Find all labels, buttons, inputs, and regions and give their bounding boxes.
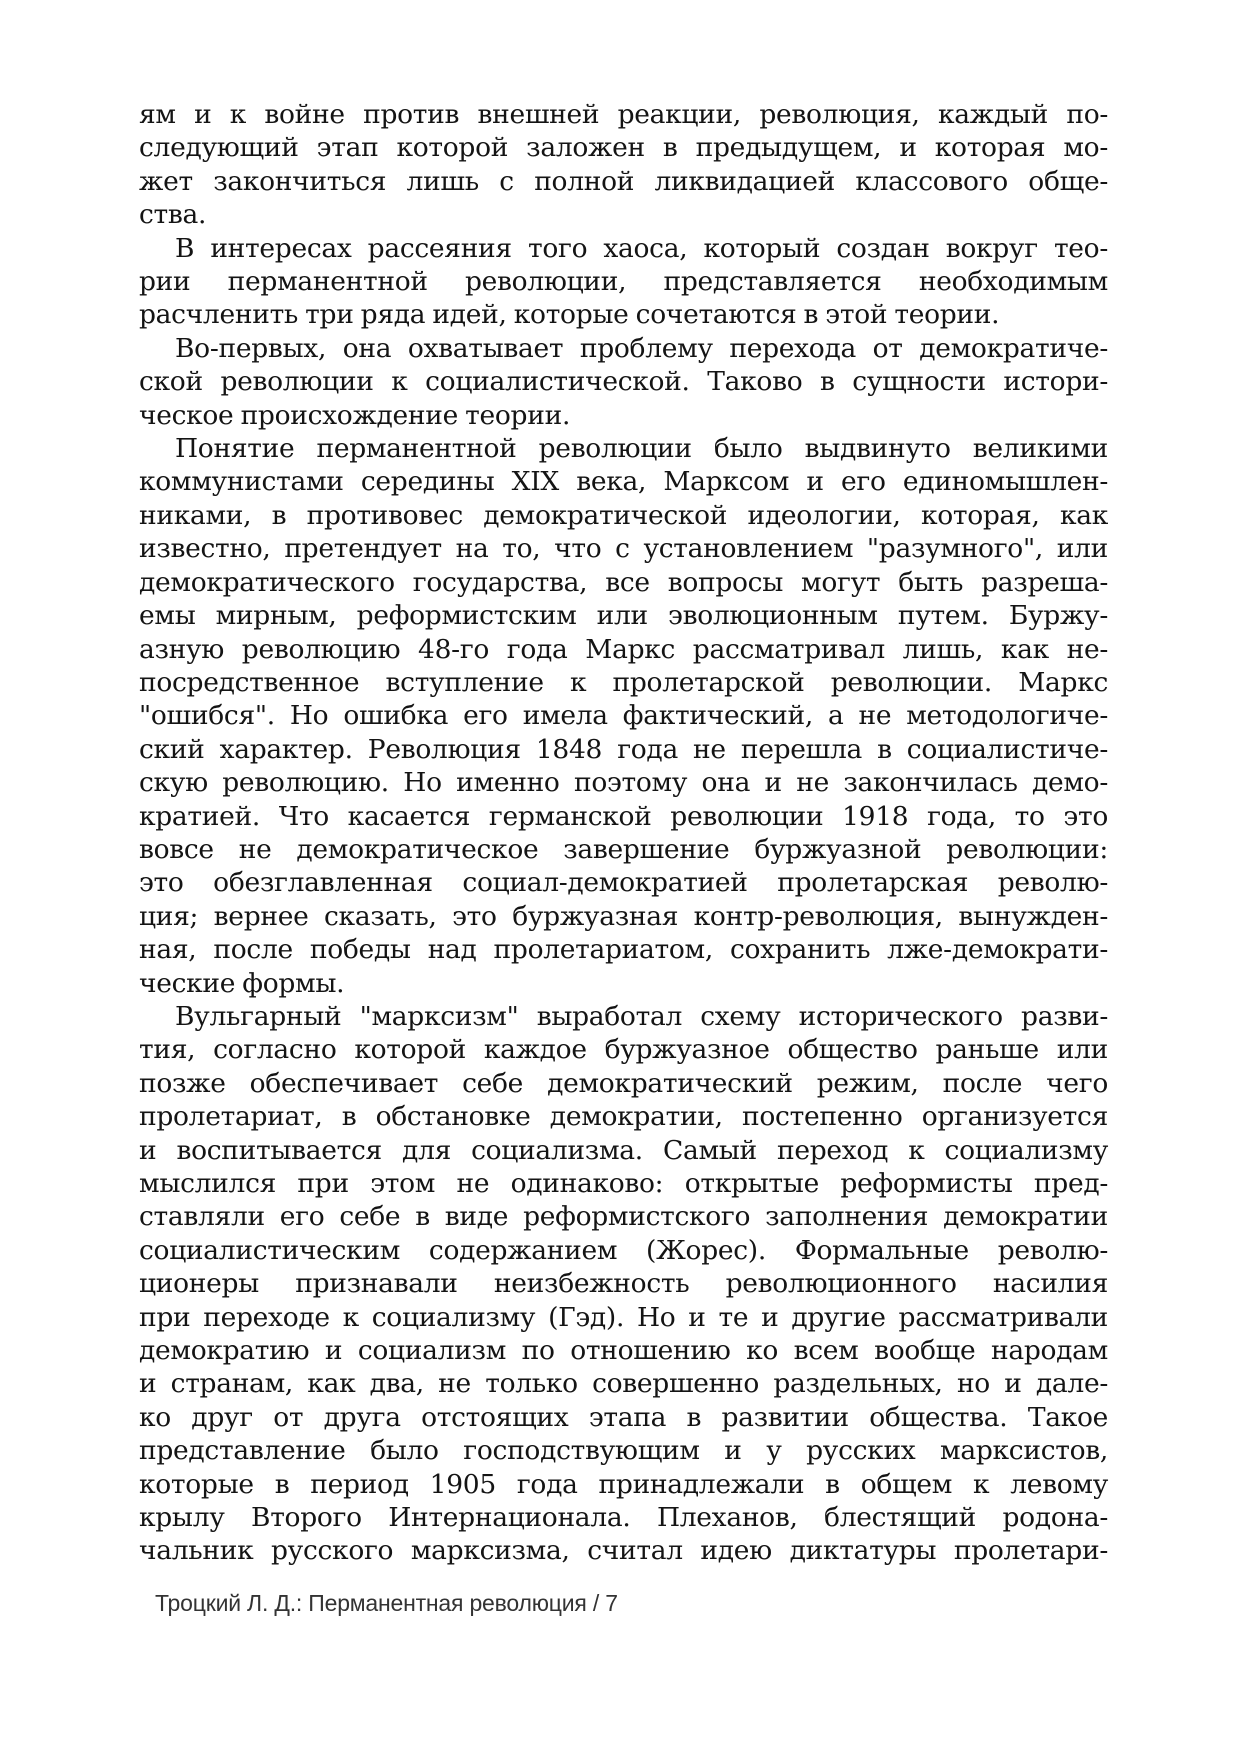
text-line: ской революции к социалистической. Таково в сущности истори- [139, 366, 1108, 398]
text-line: посредственное вступление к пролетарской революции. Маркс [139, 666, 1108, 698]
text-line: при переходе к социализму (Гэд). Но и те и другие рассматривали [139, 1301, 1108, 1333]
text-line: это обезглавленная социал-демократией пролетарская револю- [139, 867, 1108, 899]
text-line: чальник русского марксизма, считал идею диктатуры пролетари- [139, 1535, 1108, 1567]
text-line: мыслился при этом не одинаково: открытые реформисты пред- [139, 1168, 1108, 1199]
text-line: которые в период 1905 года принадлежали в общем к левому [139, 1468, 1108, 1500]
text-line: емы мирным, реформистским или эволюционным путем. Буржу- [139, 600, 1108, 632]
text-line: азную революцию 48-го года Маркс рассматривал лишь, как не- [139, 633, 1108, 665]
text-line: ческое происхождение теории. [139, 399, 571, 431]
text-line: и воспитывается для социализма. Самый переход к социализму [139, 1134, 1108, 1166]
text-line: социалистическим содержанием (Жорес). Формальные револю- [139, 1234, 1108, 1266]
text-line: следующий этап которой заложен в предыдущем, и которая мо- [139, 132, 1108, 164]
text-line: ский характер. Революция 1848 года не перешла в социалистиче- [139, 733, 1108, 765]
text-line: ческие формы. [139, 967, 345, 999]
text-line: никами, в противовес демократической идеологии, которая, как [139, 499, 1108, 531]
text-line: ция; вернее сказать, это буржуазная контр-революция, вынужден- [139, 900, 1108, 932]
text-line: демократию и социализм по отношению ко всем вообще народам [139, 1335, 1108, 1367]
text-line: ям и к войне против внешней реакции, революция, каждый по- [139, 99, 1108, 130]
text-line: рии перманентной революции, представляется необходимым [139, 266, 1108, 298]
text-line: демократического государства, все вопросы могут быть разреша- [139, 566, 1108, 598]
text-line: жет закончиться лишь с полной ликвидацией классового обще- [139, 165, 1108, 197]
text-line: ко друг от друга отстоящих этапа в развитии общества. Такое [139, 1401, 1108, 1433]
text-line: Вульгарный "марксизм" выработал схему исторического разви- [175, 1000, 1108, 1032]
text-line: ционеры признавали неизбежность революционного насилия [139, 1268, 1108, 1300]
text-line: вовсе не демократическое завершение буржуазной революции: [139, 833, 1108, 865]
text-line: пролетариат, в обстановке демократии, постепенно организуется [139, 1101, 1108, 1133]
text-line: В интересах рассеяния того хаоса, который создан вокруг тео- [175, 232, 1108, 264]
text-line: скую революцию. Но именно поэтому она и не закончилась демо- [139, 767, 1108, 799]
text-line: расчленить три ряда идей, которые сочетаются в этой теории. [139, 299, 1000, 331]
text-line: "ошибся". Но ошибка его имела фактический, а не методологиче- [139, 700, 1108, 732]
text-line: кратией. Что касается германской революции 1918 года, то это [139, 800, 1108, 832]
text-line: ставляли его себе в виде реформистского заполнения демократии [139, 1201, 1108, 1233]
text-line: и странам, как два, не только совершенно раздельных, но и дале- [139, 1368, 1108, 1400]
text-line: ная, после победы над пролетариатом, сохранить лже-демократи- [139, 934, 1108, 966]
page-footer: Троцкий Л. Д.: Перманентная революция / 7 [155, 1590, 618, 1616]
text-line: ства. [139, 199, 207, 231]
text-line: Во-первых, она охватывает проблему перехода от демократиче- [175, 332, 1108, 364]
text-line: Понятие перманентной революции было выдвинуто великими [175, 433, 1108, 465]
text-line: крылу Второго Интернационала. Плеханов, блестящий родона- [139, 1502, 1108, 1534]
text-line: известно, претендует на то, что с установлением "разумного", или [139, 533, 1108, 565]
text-line: позже обеспечивает себе демократический режим, после чего [139, 1067, 1108, 1099]
text-line: тия, согласно которой каждое буржуазное общество раньше или [139, 1034, 1108, 1066]
text-line: коммунистами середины XIX века, Марксом и его единомышлен- [139, 466, 1108, 498]
text-line: представление было господствующим и у русских марксистов, [139, 1435, 1108, 1467]
body-text [139, 98, 1108, 1568]
